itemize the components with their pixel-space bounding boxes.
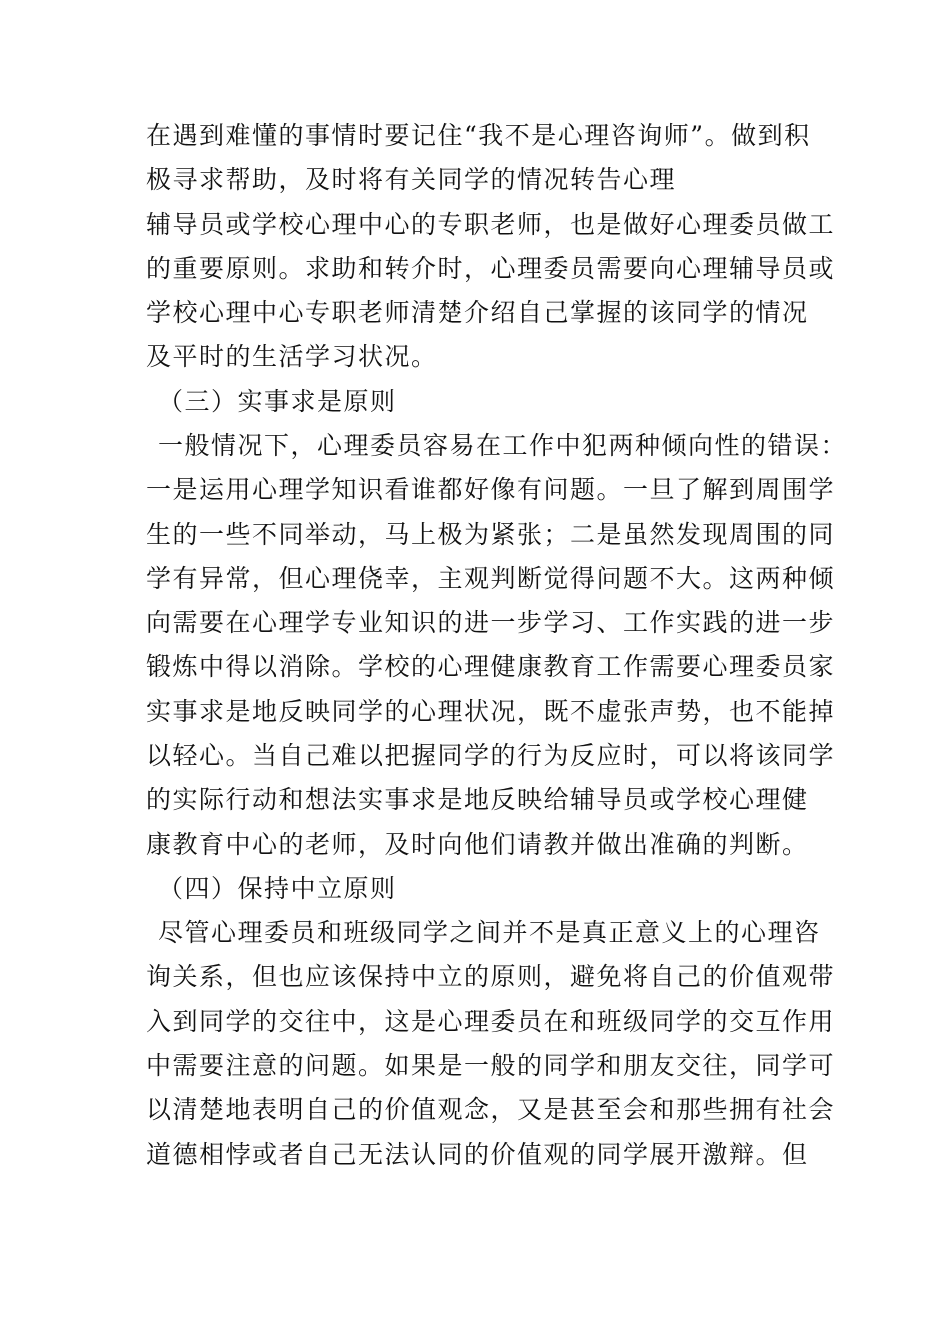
text-line: 一般情况下，心理委员容易在工作中犯两种倾向性的错误： [158,431,848,460]
text-line: 生的一些不同举动，马上极为紧张；二是虽然发现周围的同 [146,520,836,549]
text-line: 学有异常，但心理侥幸，主观判断觉得问题不大。这两种倾 [146,564,836,593]
section-heading: （三）实事求是原则 [158,387,397,416]
text-line: 入到同学的交往中，这是心理委员在和班级同学的交互作用 [146,1007,836,1036]
text-line: 锻炼中得以消除。学校的心理健康教育工作需要心理委员家 [146,652,836,681]
section-heading: （四）保持中立原则 [158,874,397,903]
text-line: 辅导员或学校心理中心的专职老师，也是做好心理委员做工 [146,210,836,239]
text-line: 尽管心理委员和班级同学之间并不是真正意义上的心理咨 [158,918,821,947]
text-line: 一是运用心理学知识看谁都好像有问题。一旦了解到周围学 [146,475,836,504]
text-line: 在遇到难懂的事情时要记住“我不是心理咨询师”。做到积 [146,121,811,150]
text-line: 康教育中心的老师，及时向他们请教并做出准确的判断。 [146,830,809,859]
text-line: 向需要在心理学专业知识的进一步学习、工作实践的进一步 [146,608,836,637]
text-line: 极寻求帮助，及时将有关同学的情况转告心理 [146,165,677,194]
text-line: 及平时的生活学习状况。 [146,342,438,371]
text-line: 以轻心。当自己难以把握同学的行为反应时，可以将该同学 [146,741,836,770]
text-line: 道德相悖或者自己无法认同的价值观的同学展开激辩。但 [146,1140,809,1169]
text-line: 学校心理中心专职老师清楚介绍自己掌握的该同学的情况 [146,298,809,327]
text-line: 的重要原则。求助和转介时，心理委员需要向心理辅导员或 [146,254,836,283]
text-line: 实事求是地反映同学的心理状况，既不虚张声势，也不能掉 [146,697,836,726]
text-line: 中需要注意的问题。如果是一般的同学和朋友交往，同学可 [146,1051,836,1080]
text-line: 以清楚地表明自己的价值观念，又是甚至会和那些拥有社会 [146,1095,836,1124]
text-line: 的实际行动和想法实事求是地反映给辅导员或学校心理健 [146,785,809,814]
text-line: 询关系，但也应该保持中立的原则，避免将自己的价值观带 [146,962,836,991]
